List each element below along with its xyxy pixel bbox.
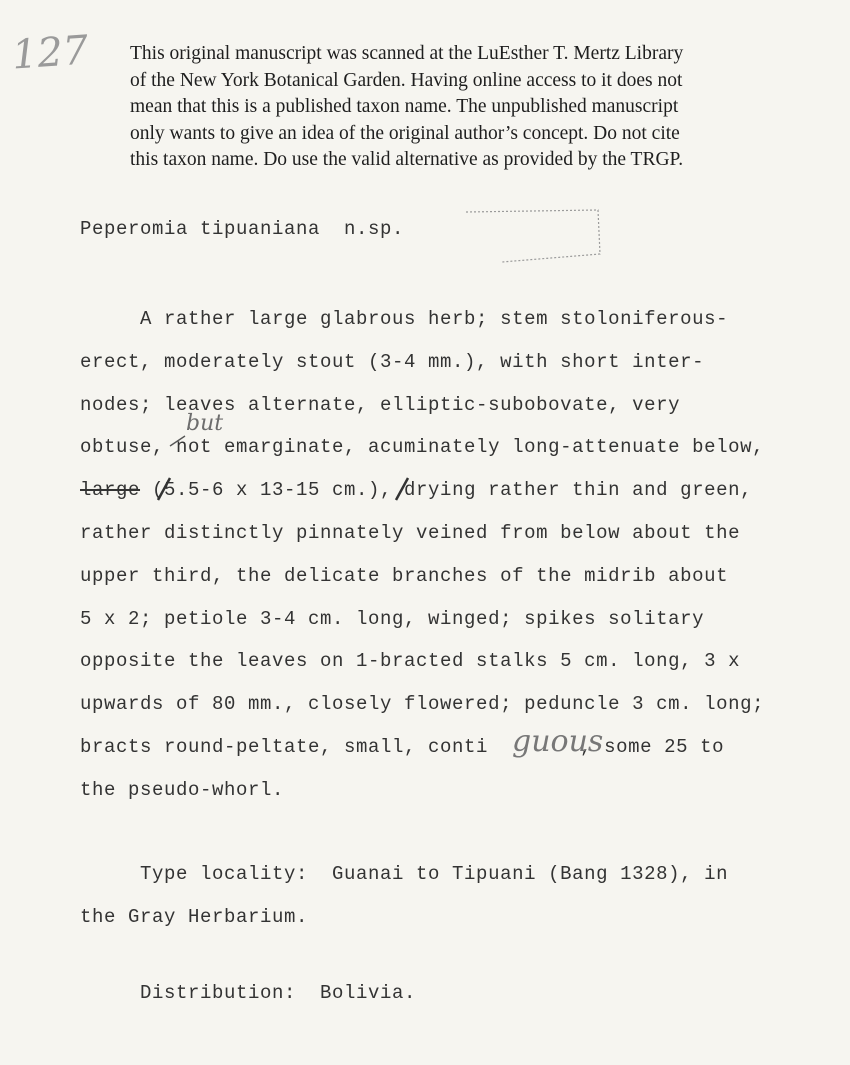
- type-locality-line: the Gray Herbarium.: [80, 905, 309, 928]
- description-text: , some 25 to: [580, 735, 725, 758]
- description-text: bracts round-peltate, small, conti: [80, 735, 489, 758]
- description-line: 5 x 2; petiole 3-4 cm. long, winged; spikes solitary: [80, 607, 705, 630]
- faint-stamp-outline: [466, 210, 600, 262]
- handwritten-page-number: 127: [10, 27, 90, 79]
- type-locality-line: Type locality: Guanai to Tipuani (Bang 1328), in: [80, 863, 729, 885]
- notice-line: This original manuscript was scanned at the LuEsther T. Mertz Library: [130, 43, 684, 64]
- description-line: opposite the leaves on 1-bracted stalks 5 cm. long, 3 x: [80, 650, 741, 673]
- description-line: rather distinctly pinnately veined from below about the: [80, 521, 741, 544]
- type-locality: [80, 853, 728, 939]
- description-text: (5.5-6 x 13-15 cm.), drying rather thin and green,: [140, 479, 753, 502]
- description-line: the pseudo-whorl.: [80, 778, 285, 801]
- notice-line: of the New York Botanical Garden. Having online access to it does not: [130, 69, 683, 91]
- description-line: erect, moderately stout (3-4 mm.), with short inter-: [80, 350, 705, 373]
- notice-line: this taxon name. Do use the valid alternative as provided by the TRGP.: [130, 149, 684, 170]
- handwritten-insertion: but: [186, 411, 224, 436]
- description-line: obtuse, not emarginate, acuminately long-attenuate below,: [80, 436, 765, 459]
- description-line: nodes; leaves alternate, elliptic-subobovate, very: [80, 393, 681, 416]
- species-description: [80, 298, 764, 812]
- struck-word: large: [80, 479, 141, 502]
- notice-line: only wants to give an idea of the original author’s concept. Do not cite: [130, 122, 680, 144]
- description-line: [80, 469, 764, 512]
- notice-line: mean that this is a published taxon name. The unpublished manuscript: [130, 96, 679, 117]
- description-line: [80, 726, 764, 769]
- description-line: upper third, the delicate branches of the midrib about: [80, 564, 729, 587]
- description-line: upwards of 80 mm., closely flowered; peduncle 3 cm. long;: [80, 693, 765, 716]
- description-line: A rather large glabrous herb; stem stoloniferous-: [80, 308, 729, 330]
- species-title: Peperomia tipuaniana n.sp.: [80, 218, 405, 240]
- handwritten-correction: guous: [512, 724, 604, 759]
- distribution: Distribution: Bolivia.: [80, 982, 417, 1004]
